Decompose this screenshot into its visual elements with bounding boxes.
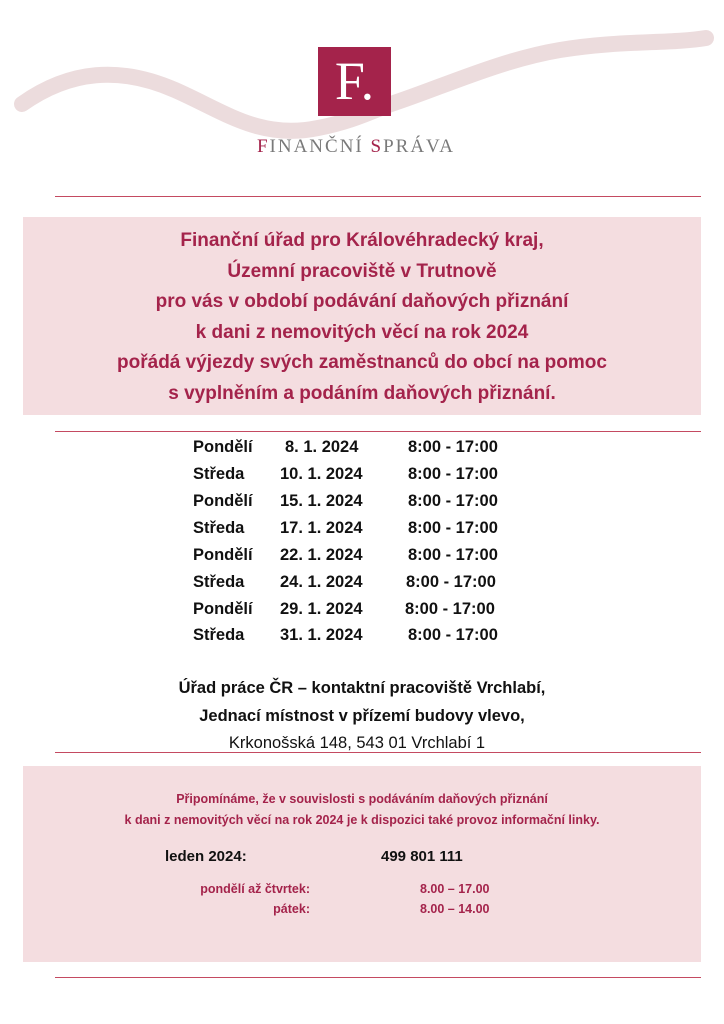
schedule-day: Pondělí bbox=[193, 600, 253, 618]
schedule-day: Středa bbox=[193, 626, 245, 644]
headline-line: s vyplněním a podáním daňových přiznání. bbox=[168, 382, 556, 404]
schedule-row bbox=[0, 434, 724, 461]
divider bbox=[55, 977, 701, 978]
headline-line: pro vás v období podávání daňových přiznání bbox=[155, 291, 569, 312]
schedule-time: 8:00 - 17:00 bbox=[408, 438, 498, 456]
divider bbox=[55, 431, 701, 432]
schedule-date: 31. 1. 2024 bbox=[280, 626, 363, 644]
schedule-row bbox=[0, 515, 724, 542]
location-address: Krkonošská 148, 543 01 Vrchlabí 1 bbox=[228, 734, 486, 752]
headline-line: Územní pracoviště v Trutnově bbox=[227, 260, 497, 282]
logo-letter: F. bbox=[334, 51, 375, 111]
schedule-row bbox=[0, 596, 724, 623]
headline bbox=[23, 226, 701, 409]
schedule-day: Pondělí bbox=[193, 438, 253, 456]
schedule-time: 8:00 - 17:00 bbox=[405, 600, 495, 618]
schedule-row bbox=[0, 488, 724, 515]
divider bbox=[55, 196, 701, 197]
schedule-row bbox=[0, 542, 724, 569]
info-note-line: k dani z nemovitých věcí na rok 2024 je k dispozici také provoz informační linky. bbox=[124, 813, 600, 827]
schedule-date: 15. 1. 2024 bbox=[280, 492, 363, 510]
schedule-time: 8:00 - 17:00 bbox=[408, 465, 498, 483]
hours-label: pátek: bbox=[273, 902, 310, 916]
hours-value: 8.00 – 14.00 bbox=[420, 902, 490, 916]
schedule-day: Středa bbox=[193, 465, 245, 483]
headline-line: Finanční úřad pro Královéhradecký kraj, bbox=[180, 230, 544, 251]
schedule-row bbox=[0, 461, 724, 488]
logo-mark bbox=[318, 47, 391, 116]
schedule-time: 8:00 - 17:00 bbox=[408, 546, 498, 564]
schedule-row bbox=[0, 569, 724, 596]
location-room: Jednací místnost v přízemí budovy vlevo, bbox=[199, 707, 525, 725]
schedule-day: Středa bbox=[193, 519, 245, 537]
schedule-time: 8:00 - 17:00 bbox=[408, 626, 498, 644]
schedule-date: 8. 1. 2024 bbox=[285, 438, 359, 456]
location-name: Úřad práce ČR – kontaktní pracoviště Vrchlabí, bbox=[178, 679, 546, 697]
info-month-label: leden 2024: bbox=[165, 848, 247, 865]
hours-label: pondělí až čtvrtek: bbox=[200, 882, 310, 896]
schedule-time: 8:00 - 17:00 bbox=[408, 492, 498, 510]
schedule-date: 17. 1. 2024 bbox=[280, 519, 363, 537]
schedule-row bbox=[0, 622, 724, 649]
hours-value: 8.00 – 17.00 bbox=[420, 882, 490, 896]
info-note-line: Připomínáme, že v souvislosti s podáváním daňových přiznání bbox=[176, 792, 548, 806]
schedule-date: 29. 1. 2024 bbox=[280, 600, 363, 618]
schedule-time: 8:00 - 17:00 bbox=[406, 573, 496, 591]
schedule-date: 24. 1. 2024 bbox=[280, 573, 363, 591]
logo-wordmark: FINANČNÍ SPRÁVA bbox=[256, 136, 456, 157]
schedule-day: Pondělí bbox=[193, 492, 253, 510]
headline-line: pořádá výjezdy svých zaměstnanců do obcí na pomoc bbox=[117, 352, 607, 373]
schedule-day: Pondělí bbox=[193, 546, 253, 564]
schedule-date: 10. 1. 2024 bbox=[280, 465, 363, 483]
divider bbox=[55, 752, 701, 753]
headline-line: k dani z nemovitých věcí na rok 2024 bbox=[195, 321, 529, 343]
schedule-day: Středa bbox=[193, 573, 245, 591]
schedule-time: 8:00 - 17:00 bbox=[408, 519, 498, 537]
info-phone-number: 499 801 111 bbox=[381, 848, 463, 865]
schedule-date: 22. 1. 2024 bbox=[280, 546, 363, 564]
